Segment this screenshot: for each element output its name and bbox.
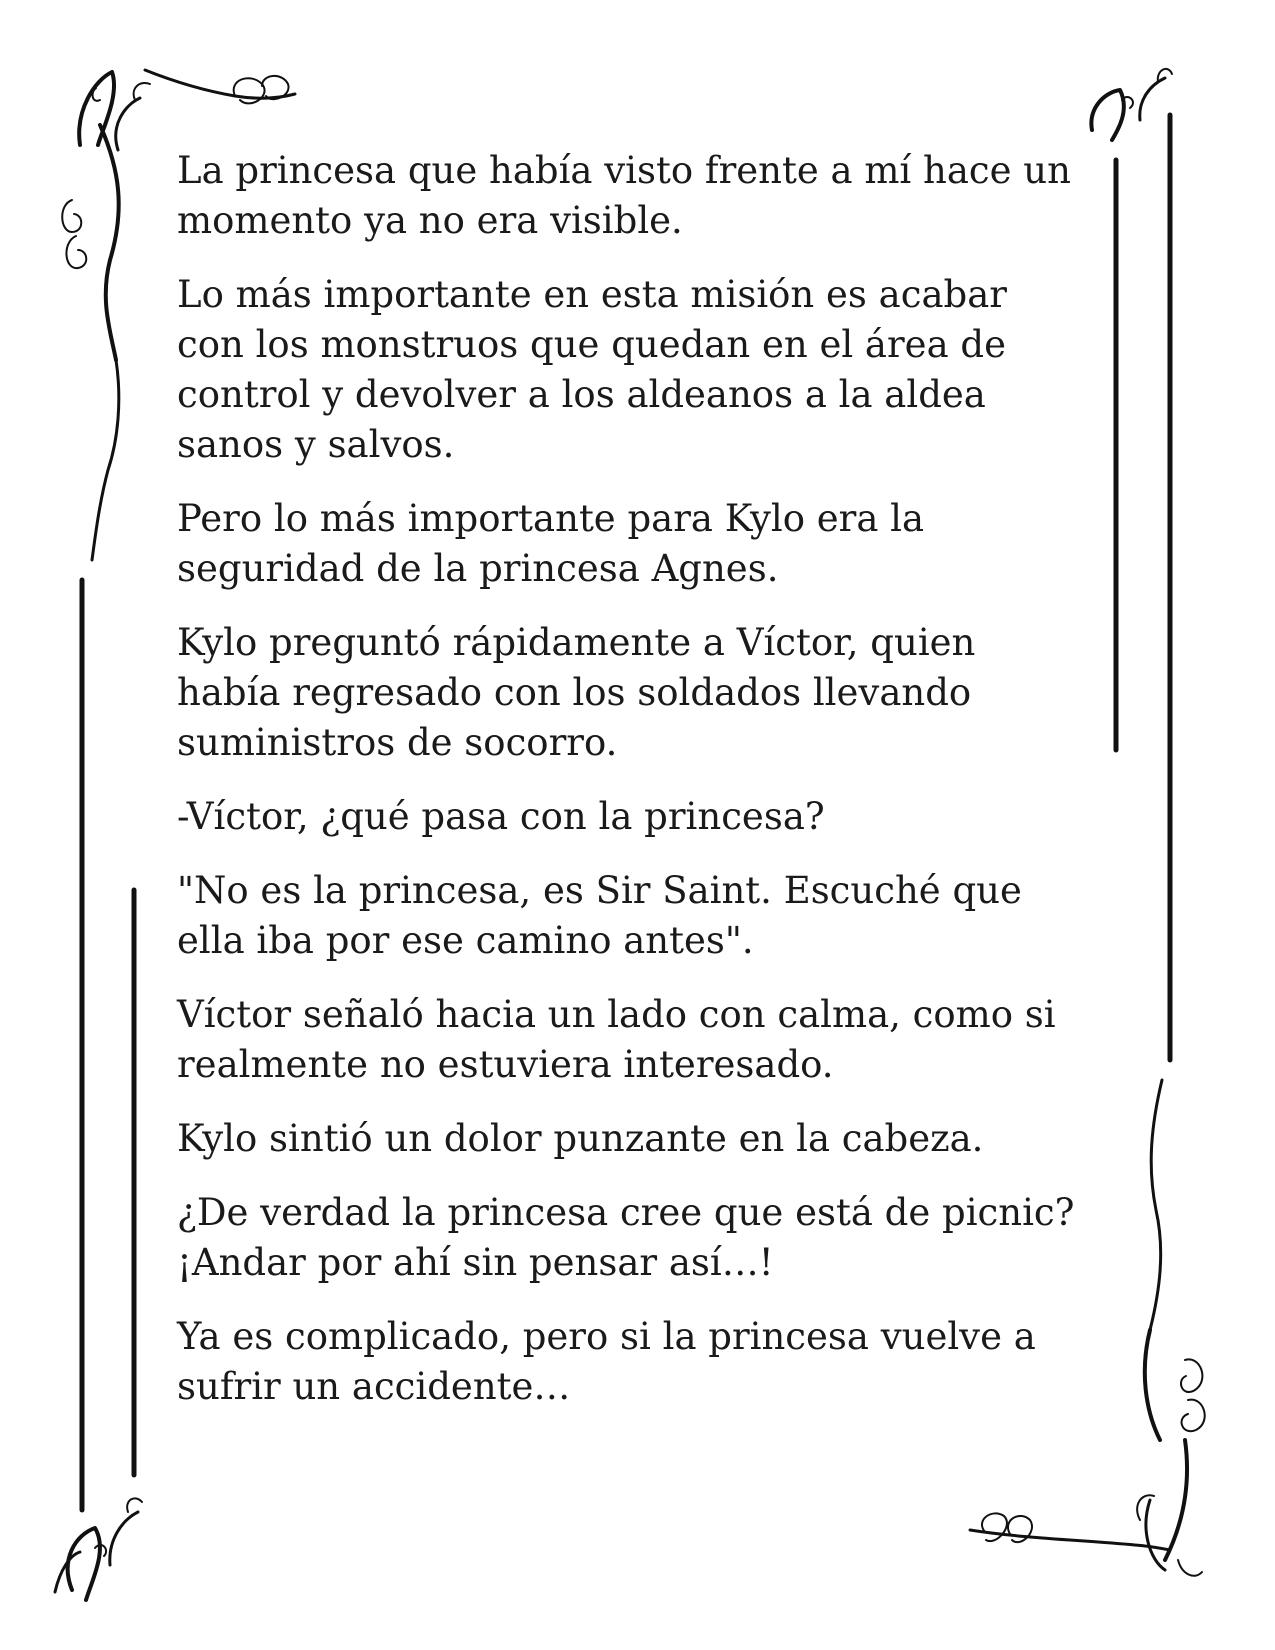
bottom-left-flourish-icon xyxy=(55,1498,142,1600)
paragraph: Kylo sintió un dolor punzante en la cabeza. xyxy=(177,1117,984,1160)
paragraph: "No es la princesa, es Sir Saint. Escuché que ella iba por ese camino antes". xyxy=(177,869,1022,962)
paragraph: Pero lo más importante para Kylo era la seguridad de la princesa Agnes. xyxy=(177,497,925,590)
paragraph: Lo más importante en esta misión es acabar con los monstruos que quedan en el área de control y devolver a los aldeanos a la aldea sanos y salvos. xyxy=(177,273,1007,466)
paragraph: ¿De verdad la princesa cree que está de picnic? ¡Andar por ahí sin pensar así…! xyxy=(177,1191,1075,1284)
paragraph: -Víctor, ¿qué pasa con la princesa? xyxy=(177,795,825,838)
top-right-flourish-icon xyxy=(1091,69,1172,140)
paragraph: La princesa que había visto frente a mí hace un momento ya no era visible. xyxy=(177,149,1071,242)
paragraph: Kylo preguntó rápidamente a Víctor, quien había regresado con los soldados llevando suministros de socorro. xyxy=(177,621,976,764)
paragraph: Víctor señaló hacia un lado con calma, como si realmente no estuviera interesado. xyxy=(177,993,1056,1086)
body-text xyxy=(177,146,1107,1436)
paragraph: Ya es complicado, pero si la princesa vuelve a sufrir un accidente… xyxy=(177,1315,1036,1408)
